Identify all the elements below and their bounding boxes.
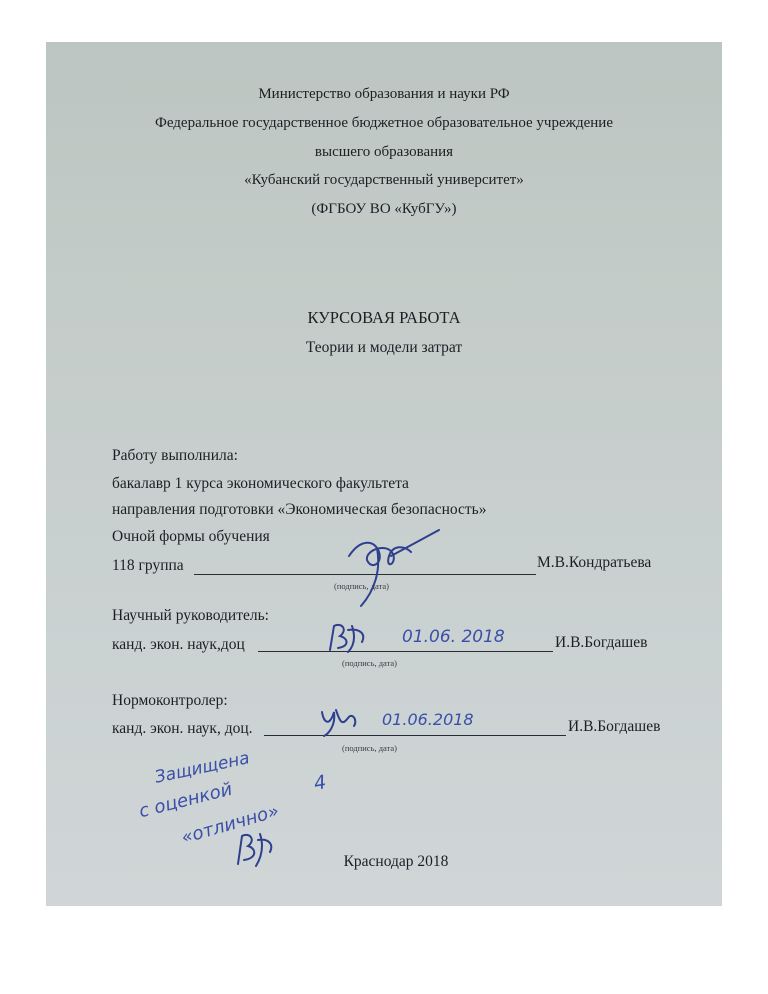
education-level-line: высшего образования — [314, 144, 454, 160]
author-direction: направления подготовки «Экономическая безопасность» — [112, 501, 487, 518]
title-page — [46, 42, 722, 906]
supervisor-title: канд. экон. наук,доц — [112, 636, 245, 653]
author-study-form: Очной формы обучения — [112, 528, 270, 545]
university-line: «Кубанский государственный университет» — [244, 172, 524, 188]
normcontrol-handwritten-date: 01.06.2018 — [382, 710, 474, 729]
supervisor-handwritten-date: 01.06. 2018 — [402, 627, 505, 647]
supervisor-signature — [326, 620, 386, 656]
work-topic: Теории и модели затрат — [305, 339, 463, 356]
handwritten-excellent: «отлично» — [179, 800, 282, 849]
author-course: бакалавр 1 курса экономического факультета — [112, 475, 409, 492]
institution-line: Федеральное государственное бюджетное образовательное учреждение — [154, 115, 613, 131]
work-type: КУРСОВАЯ РАБОТА — [307, 308, 461, 327]
supervisor-signature-caption: (подпись, дата) — [342, 658, 398, 668]
ministry-line: Министерство образования и науки РФ — [258, 86, 510, 102]
supervisor-name: И.В.Богдашев — [555, 634, 648, 651]
university-abbr: (ФГБОУ ВО «КубГУ») — [311, 201, 457, 217]
author-group: 118 группа — [112, 557, 184, 574]
handwritten-with-grade: с оценкой — [136, 778, 235, 823]
supervisor-signature-line — [258, 651, 553, 652]
normcontrol-signature-caption: (подпись, дата) — [342, 743, 398, 753]
handwritten-grade: 4 — [312, 771, 328, 795]
normcontrol-title: канд. экон. наук, доц. — [112, 720, 253, 737]
normcontrol-signature-line — [264, 735, 566, 736]
author-signature-caption: (подпись, дата) — [334, 581, 390, 591]
author-signature — [331, 530, 441, 610]
supervisor-heading: Научный руководитель: — [112, 607, 269, 624]
author-heading: Работу выполнила: — [112, 447, 238, 464]
normcontrol-name: И.В.Богдашев — [568, 718, 661, 735]
author-name: М.В.Кондратьева — [537, 554, 652, 571]
normcontrol-heading: Нормоконтролер: — [112, 692, 228, 709]
handwritten-defended: Защищена — [152, 748, 252, 788]
normcontrol-signature — [318, 702, 368, 738]
city-year: Краснодар 2018 — [343, 853, 449, 870]
